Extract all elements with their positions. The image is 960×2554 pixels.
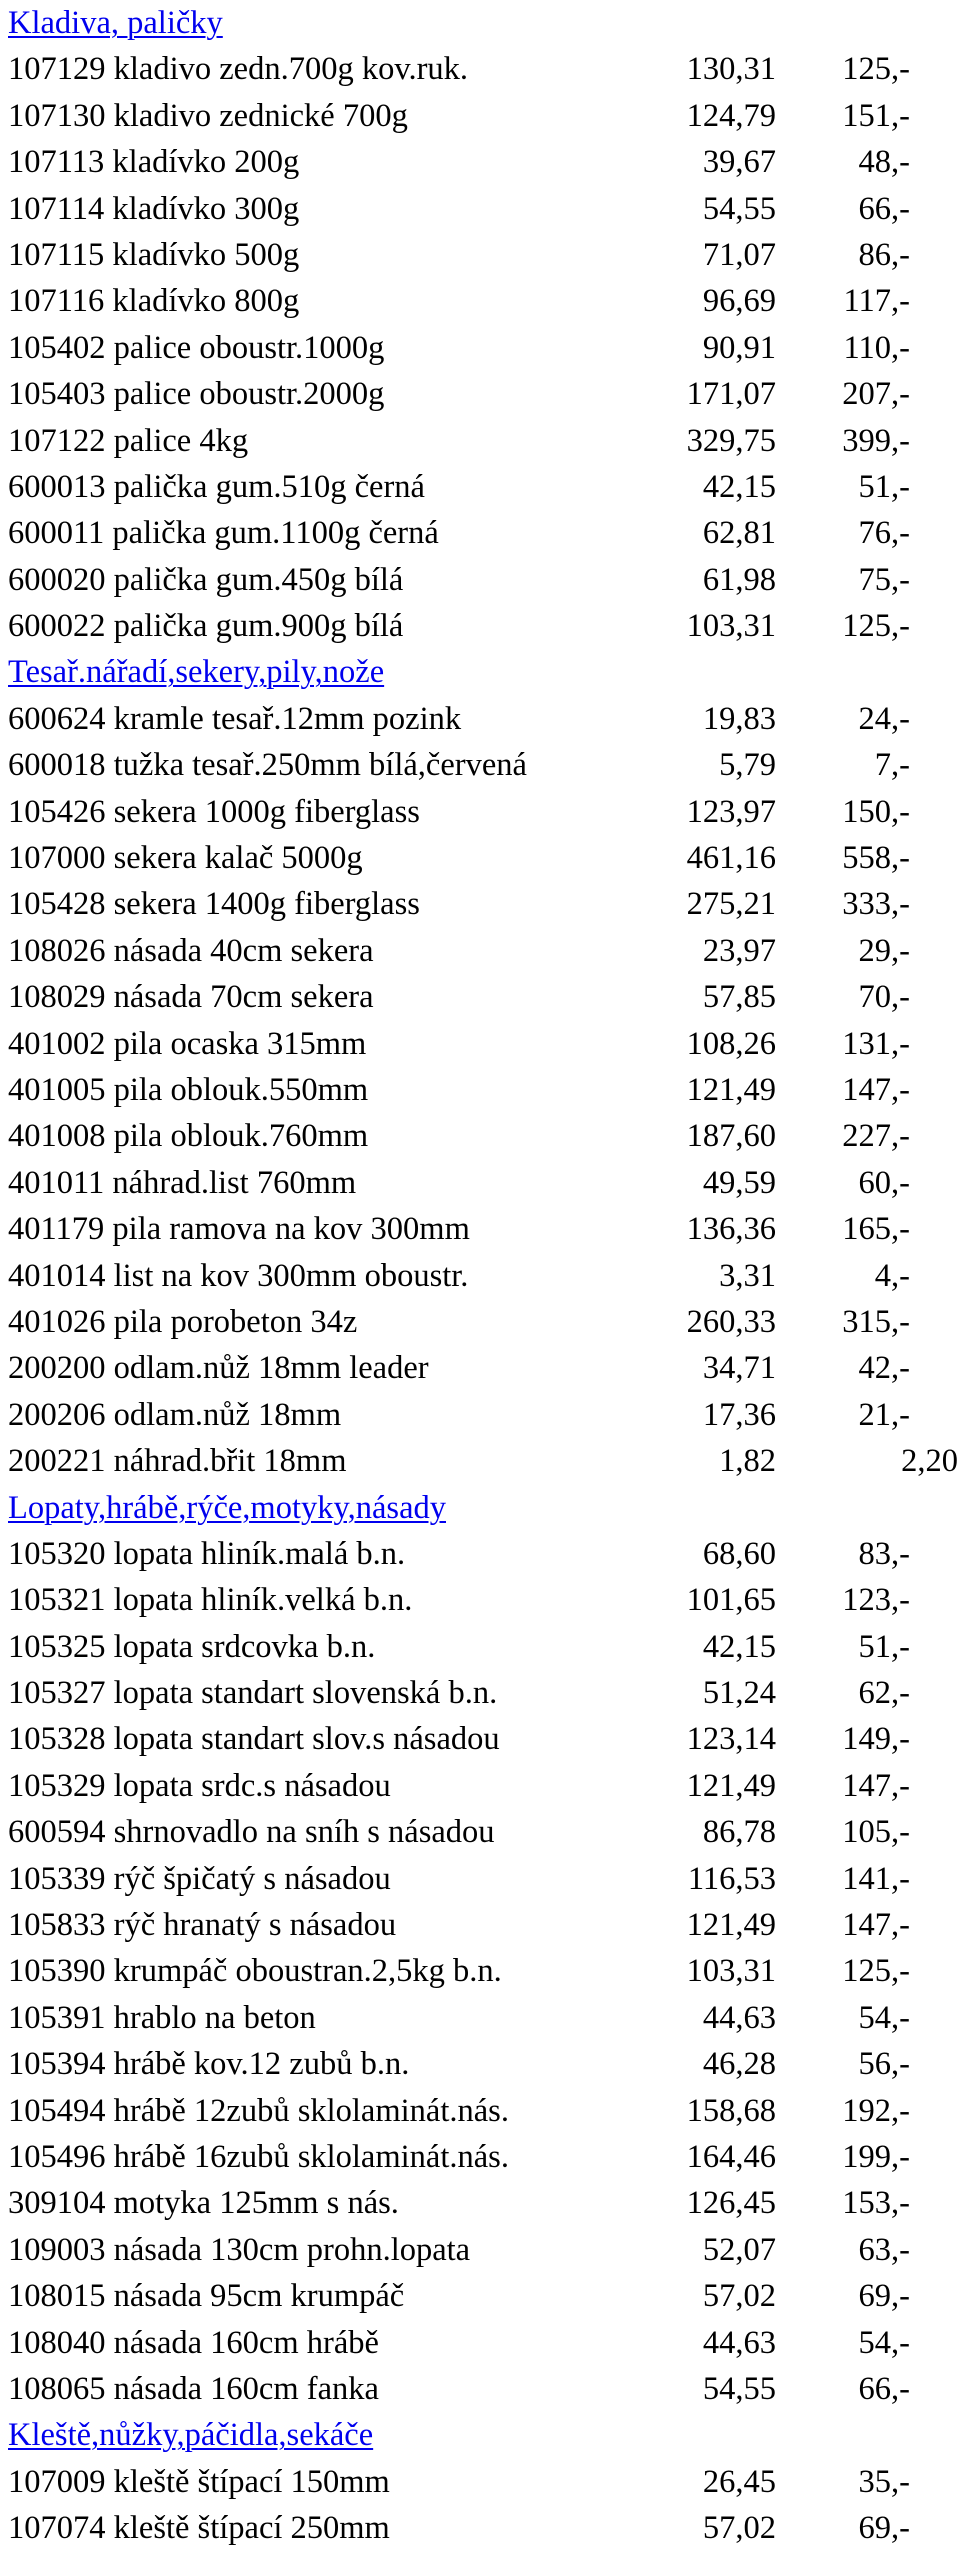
product-code: 105426	[8, 793, 106, 830]
price-with-vat: 70,-	[858, 979, 910, 1016]
product-row	[8, 1253, 958, 1299]
price-without-vat: 54,55	[702, 190, 776, 227]
price-with-vat: 24,-	[858, 700, 910, 737]
price-without-vat: 136,36	[686, 1211, 776, 1248]
price-with-vat: 117,-	[843, 283, 910, 320]
product-code: 105391	[8, 1999, 106, 2036]
price-with-vat: 35,-	[858, 2463, 910, 2500]
price-without-vat: 461,16	[686, 840, 776, 877]
product-name: hrábě 12zubů sklolaminát.nás.	[113, 2092, 509, 2129]
price-without-vat: 123,14	[686, 1721, 776, 1758]
price-without-vat: 103,31	[686, 1953, 776, 1990]
product-row	[8, 232, 958, 278]
price-without-vat: 34,71	[702, 1350, 776, 1387]
product-row	[8, 2041, 958, 2087]
price-with-vat: 125,-	[842, 51, 910, 88]
price-without-vat: 68,60	[702, 1535, 776, 1572]
price-without-vat: 3,31	[719, 1257, 776, 1294]
price-with-vat: 147,-	[842, 1907, 910, 1944]
price-with-vat: 83,-	[858, 1535, 910, 1572]
product-code: 600594	[8, 1814, 106, 1851]
price-with-vat: 147,-	[842, 1767, 910, 1804]
product-row	[8, 1067, 958, 1113]
price-without-vat: 19,83	[702, 700, 776, 737]
product-code: 105428	[8, 886, 106, 923]
section-heading: Lopaty,hrábě,rýče,motyky,násady	[8, 1489, 446, 1526]
product-code: 108026	[8, 932, 106, 969]
product-name: kladivo zednické 700g	[113, 97, 408, 134]
price-with-vat: 105,-	[842, 1814, 910, 1851]
price-with-vat: 4,-	[874, 1257, 910, 1294]
price-without-vat: 86,78	[702, 1814, 776, 1851]
price-without-vat: 46,28	[702, 2046, 776, 2083]
product-name: pila oblouk.760mm	[113, 1118, 369, 1155]
price-without-vat: 130,31	[686, 51, 776, 88]
product-name: násada 70cm sekera	[113, 979, 374, 1016]
product-code: 105494	[8, 2092, 106, 2129]
product-name: kladívko 300g	[112, 190, 300, 227]
product-code: 107074	[8, 2510, 106, 2547]
price-without-vat: 171,07	[686, 376, 776, 413]
product-code: 107115	[8, 236, 105, 273]
product-name: pila porobeton 34z	[113, 1303, 358, 1340]
product-name: palice oboustr.2000g	[113, 376, 385, 413]
product-name: lopata standart slov.s násadou	[113, 1721, 500, 1758]
price-without-vat: 260,33	[686, 1303, 776, 1340]
product-name: pila ramova na kov 300mm	[112, 1211, 470, 1248]
product-row	[8, 2459, 958, 2505]
price-without-vat: 49,59	[702, 1164, 776, 1201]
product-row	[8, 1995, 958, 2041]
price-without-vat: 116,53	[687, 1860, 776, 1897]
product-row	[8, 1160, 958, 1206]
product-row	[8, 557, 958, 603]
product-name: lopata srdc.s násadou	[113, 1767, 391, 1804]
section-heading: Kleště,nůžky,páčidla,sekáče	[8, 2417, 374, 2454]
price-with-vat: 207,-	[842, 376, 910, 413]
price-without-vat: 101,65	[686, 1582, 776, 1619]
product-code: 401008	[8, 1118, 106, 1155]
price-without-vat: 42,15	[702, 468, 776, 505]
price-without-vat: 329,75	[686, 422, 776, 459]
product-code: 107130	[8, 97, 106, 134]
product-name: sekera kalač 5000g	[113, 840, 363, 877]
price-without-vat: 108,26	[686, 1025, 776, 1062]
price-without-vat: 126,45	[686, 2185, 776, 2222]
price-without-vat: 5,79	[719, 747, 776, 784]
product-name: lopata standart slovenská b.n.	[113, 1675, 498, 1712]
price-without-vat: 123,97	[686, 793, 776, 830]
product-code: 600624	[8, 700, 106, 737]
price-with-vat: 2,20	[901, 1443, 958, 1480]
product-name: shrnovadlo na sníh s násadou	[113, 1814, 495, 1851]
price-without-vat: 164,46	[686, 2138, 776, 2175]
product-name: násada 95cm krumpáč	[113, 2278, 405, 2315]
product-name: násada 130cm prohn.lopata	[113, 2231, 471, 2268]
product-code: 600022	[8, 608, 106, 645]
product-row	[8, 1577, 958, 1623]
price-with-vat: 131,-	[842, 1025, 910, 1062]
price-without-vat: 124,79	[686, 97, 776, 134]
price-with-vat: 150,-	[842, 793, 910, 830]
product-code: 107116	[8, 283, 105, 320]
product-code: 105325	[8, 1628, 106, 1665]
price-without-vat: 44,63	[702, 1999, 776, 2036]
product-code: 105402	[8, 329, 106, 366]
section-heading: Tesař.nářadí,sekery,pily,nože	[8, 654, 385, 691]
product-code: 105329	[8, 1767, 106, 1804]
product-code: 107122	[8, 422, 106, 459]
price-with-vat: 199,-	[842, 2138, 910, 2175]
product-name: tužka tesař.250mm bílá,červená	[113, 747, 527, 784]
product-name: kramle tesař.12mm pozink	[113, 700, 462, 737]
product-code: 109003	[8, 2231, 106, 2268]
product-name: násada 40cm sekera	[113, 932, 374, 969]
price-with-vat: 558,-	[842, 840, 910, 877]
product-code: 309104	[8, 2185, 106, 2222]
price-without-vat: 121,49	[686, 1767, 776, 1804]
product-row	[8, 1716, 958, 1762]
product-code: 600020	[8, 561, 106, 598]
product-code: 105327	[8, 1675, 106, 1712]
product-name: kladívko 200g	[112, 144, 300, 181]
product-name: kleště štípací 150mm	[113, 2463, 390, 2500]
price-with-vat: 227,-	[842, 1118, 910, 1155]
product-row	[8, 139, 958, 185]
product-name: kladivo zedn.700g kov.ruk.	[113, 51, 469, 88]
product-name: kleště štípací 250mm	[113, 2510, 390, 2547]
product-code: 105328	[8, 1721, 106, 1758]
price-with-vat: 125,-	[842, 1953, 910, 1990]
product-name: krumpáč oboustran.2,5kg b.n.	[113, 1953, 502, 1990]
product-row	[8, 1438, 958, 1484]
price-without-vat: 23,97	[702, 932, 776, 969]
product-code: 107114	[8, 190, 105, 227]
product-code: 200200	[8, 1350, 106, 1387]
product-code: 107113	[8, 144, 105, 181]
product-row	[8, 2505, 958, 2551]
product-name: náhrad.list 760mm	[112, 1164, 357, 1201]
price-with-vat: 76,-	[858, 515, 910, 552]
price-with-vat: 54,-	[858, 2324, 910, 2361]
price-list	[8, 0, 958, 2551]
product-name: palice oboustr.1000g	[113, 329, 385, 366]
price-without-vat: 158,68	[686, 2092, 776, 2129]
product-row	[8, 2180, 958, 2226]
product-code: 401179	[8, 1211, 105, 1248]
price-with-vat: 192,-	[842, 2092, 910, 2129]
product-name: kladívko 500g	[112, 236, 300, 273]
price-without-vat: 275,21	[686, 886, 776, 923]
product-code: 107009	[8, 2463, 106, 2500]
product-name: motyka 125mm s nás.	[113, 2185, 399, 2222]
price-with-vat: 66,-	[858, 190, 910, 227]
product-name: násada 160cm fanka	[113, 2370, 379, 2407]
product-row	[8, 835, 958, 881]
price-with-vat: 7,-	[874, 747, 910, 784]
product-code: 105320	[8, 1535, 106, 1572]
product-code: 600011	[8, 515, 105, 552]
product-row	[8, 1531, 958, 1577]
price-without-vat: 187,60	[686, 1118, 776, 1155]
product-name: palička gum.450g bílá	[113, 561, 404, 598]
product-row	[8, 2320, 958, 2366]
product-row	[8, 603, 958, 649]
product-code: 401005	[8, 1071, 106, 1108]
price-without-vat: 1,82	[719, 1443, 776, 1480]
price-without-vat: 44,63	[702, 2324, 776, 2361]
product-row	[8, 1345, 958, 1391]
price-with-vat: 153,-	[842, 2185, 910, 2222]
product-code: 401002	[8, 1025, 106, 1062]
product-name: náhrad.břit 18mm	[113, 1443, 347, 1480]
price-with-vat: 151,-	[842, 97, 910, 134]
product-row	[8, 789, 958, 835]
price-without-vat: 52,07	[702, 2231, 776, 2268]
price-with-vat: 29,-	[858, 932, 910, 969]
price-with-vat: 110,-	[843, 329, 910, 366]
price-without-vat: 57,85	[702, 979, 776, 1016]
product-code: 600013	[8, 468, 106, 505]
price-without-vat: 62,81	[702, 515, 776, 552]
product-row	[8, 1809, 958, 1855]
product-code: 108015	[8, 2278, 106, 2315]
product-code: 107129	[8, 51, 106, 88]
product-code: 105390	[8, 1953, 106, 1990]
price-without-vat: 121,49	[686, 1907, 776, 1944]
price-with-vat: 60,-	[858, 1164, 910, 1201]
price-with-vat: 69,-	[858, 2510, 910, 2547]
product-name: lopata hliník.velká b.n.	[113, 1582, 413, 1619]
product-code: 401014	[8, 1257, 106, 1294]
product-row	[8, 186, 958, 232]
price-without-vat: 42,15	[702, 1628, 776, 1665]
product-row	[8, 2366, 958, 2412]
product-name: palička gum.510g černá	[113, 468, 425, 505]
product-code: 105339	[8, 1860, 106, 1897]
price-without-vat: 71,07	[702, 236, 776, 273]
product-row	[8, 742, 958, 788]
product-row	[8, 325, 958, 371]
product-code: 105394	[8, 2046, 106, 2083]
product-name: sekera 1000g fiberglass	[113, 793, 420, 830]
product-row	[8, 278, 958, 324]
product-name: rýč hranatý s násadou	[113, 1907, 397, 1944]
product-code: 107000	[8, 840, 106, 877]
price-without-vat: 121,49	[686, 1071, 776, 1108]
product-name: násada 160cm hrábě	[113, 2324, 379, 2361]
price-with-vat: 149,-	[842, 1721, 910, 1758]
product-code: 401026	[8, 1303, 106, 1340]
product-row	[8, 1206, 958, 1252]
product-name: palička gum.900g bílá	[113, 608, 404, 645]
price-with-vat: 66,-	[858, 2370, 910, 2407]
product-code: 401011	[8, 1164, 105, 1201]
price-without-vat: 17,36	[702, 1396, 776, 1433]
price-with-vat: 165,-	[842, 1211, 910, 1248]
product-row	[8, 1763, 958, 1809]
product-row	[8, 418, 958, 464]
product-name: kladívko 800g	[112, 283, 300, 320]
product-code: 105496	[8, 2138, 106, 2175]
product-row	[8, 2134, 958, 2180]
price-without-vat: 54,55	[702, 2370, 776, 2407]
price-with-vat: 54,-	[858, 1999, 910, 2036]
product-name: sekera 1400g fiberglass	[113, 886, 420, 923]
price-with-vat: 42,-	[858, 1350, 910, 1387]
product-row	[8, 1392, 958, 1438]
product-name: hrábě kov.12 zubů b.n.	[113, 2046, 410, 2083]
price-with-vat: 125,-	[842, 608, 910, 645]
product-name: list na kov 300mm oboustr.	[113, 1257, 469, 1294]
price-with-vat: 75,-	[858, 561, 910, 598]
product-row	[8, 1902, 958, 1948]
price-without-vat: 51,24	[702, 1675, 776, 1712]
price-with-vat: 69,-	[858, 2278, 910, 2315]
price-without-vat: 61,98	[702, 561, 776, 598]
product-code: 600018	[8, 747, 106, 784]
price-with-vat: 123,-	[842, 1582, 910, 1619]
price-with-vat: 51,-	[858, 468, 910, 505]
product-row	[8, 1856, 958, 1902]
price-with-vat: 56,-	[858, 2046, 910, 2083]
product-row	[8, 464, 958, 510]
product-code: 108040	[8, 2324, 106, 2361]
price-with-vat: 21,-	[858, 1396, 910, 1433]
price-with-vat: 86,-	[858, 236, 910, 273]
product-code: 200221	[8, 1443, 106, 1480]
product-name: rýč špičatý s násadou	[113, 1860, 391, 1897]
product-row	[8, 1670, 958, 1716]
product-name: palice 4kg	[113, 422, 249, 459]
product-code: 108029	[8, 979, 106, 1016]
product-name: odlam.nůž 18mm	[113, 1396, 342, 1433]
product-row	[8, 1113, 958, 1159]
price-without-vat: 90,91	[702, 329, 776, 366]
price-without-vat: 103,31	[686, 608, 776, 645]
price-with-vat: 63,-	[858, 2231, 910, 2268]
product-row	[8, 2088, 958, 2134]
product-code: 200206	[8, 1396, 106, 1433]
price-without-vat: 57,02	[702, 2278, 776, 2315]
price-with-vat: 48,-	[858, 144, 910, 181]
price-without-vat: 26,45	[702, 2463, 776, 2500]
product-row	[8, 371, 958, 417]
product-name: odlam.nůž 18mm leader	[113, 1350, 429, 1387]
price-without-vat: 96,69	[702, 283, 776, 320]
product-row	[8, 696, 958, 742]
product-row	[8, 928, 958, 974]
product-name: lopata srdcovka b.n.	[113, 1628, 376, 1665]
price-without-vat: 39,67	[702, 144, 776, 181]
product-row	[8, 1948, 958, 1994]
price-with-vat: 333,-	[842, 886, 910, 923]
price-with-vat: 51,-	[858, 1628, 910, 1665]
section-heading: Kladiva, paličky	[8, 5, 223, 41]
price-with-vat: 399,-	[842, 422, 910, 459]
product-code: 105321	[8, 1582, 106, 1619]
product-row	[8, 2273, 958, 2319]
product-row	[8, 974, 958, 1020]
product-name: palička gum.1100g černá	[112, 515, 439, 552]
product-code: 105833	[8, 1907, 106, 1944]
product-row	[8, 46, 958, 92]
product-code: 105403	[8, 376, 106, 413]
product-row	[8, 510, 958, 556]
price-with-vat: 147,-	[842, 1071, 910, 1108]
product-name: pila ocaska 315mm	[113, 1025, 367, 1062]
price-without-vat: 57,02	[702, 2510, 776, 2547]
product-row	[8, 1021, 958, 1067]
price-with-vat: 141,-	[842, 1860, 910, 1897]
product-name: pila oblouk.550mm	[113, 1071, 369, 1108]
product-name: hrábě 16zubů sklolaminát.nás.	[113, 2138, 509, 2175]
product-row	[8, 881, 958, 927]
product-row	[8, 1624, 958, 1670]
product-row	[8, 2227, 958, 2273]
product-name: lopata hliník.malá b.n.	[113, 1535, 406, 1572]
product-row	[8, 1299, 958, 1345]
product-code: 108065	[8, 2370, 106, 2407]
price-with-vat: 62,-	[858, 1675, 910, 1712]
price-with-vat: 315,-	[842, 1303, 910, 1340]
product-row	[8, 93, 958, 139]
product-name: hrablo na beton	[113, 1999, 316, 2036]
